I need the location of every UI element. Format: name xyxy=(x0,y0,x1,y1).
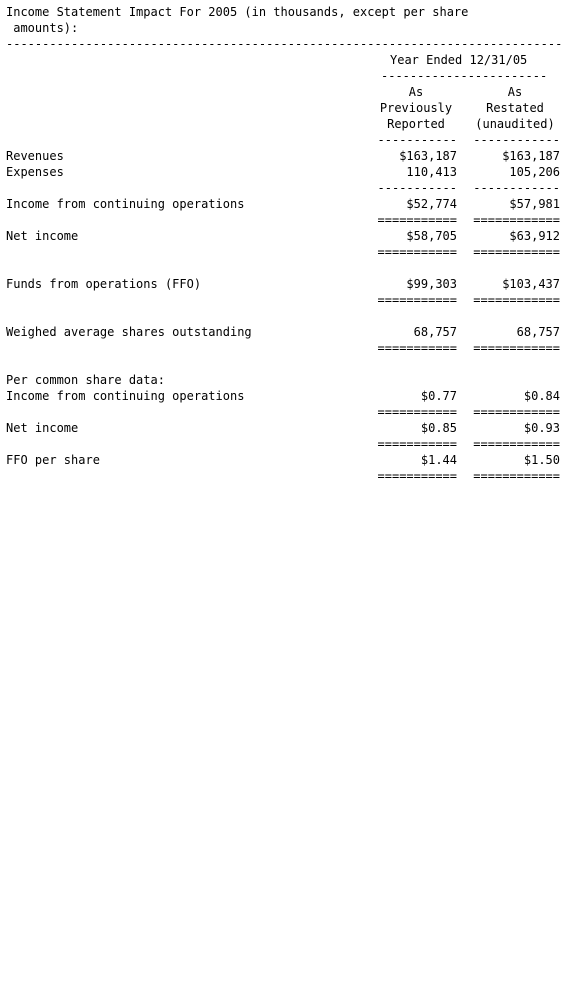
row-label-net-income: Net income xyxy=(6,229,79,243)
ps-net-income-double-rule-2: ============ xyxy=(473,437,560,451)
title-line-1: Income Statement Impact For 2005 (in thousands, except per share xyxy=(6,5,469,19)
row-label-revenues: Revenues xyxy=(6,149,64,163)
period-header: Year Ended 12/31/05 xyxy=(390,53,528,67)
row-value-revenues-restated: $163,187 xyxy=(502,149,560,163)
row-value-ps-income-continuing-restated: $0.84 xyxy=(523,389,560,403)
col2-header-line2: Restated xyxy=(486,101,544,115)
expenses-rule-2: ------------ xyxy=(473,181,560,195)
row-value-weighted-shares-reported: 68,757 xyxy=(413,325,457,339)
ffo-double-rule-2: ============ xyxy=(473,293,560,307)
ffo-per-share-double-rule-2: ============ xyxy=(473,469,560,483)
row-label-income-continuing: Income from continuing operations xyxy=(6,197,245,211)
title-line-2: amounts): xyxy=(6,21,79,35)
income-continuing-double-rule-2: ============ xyxy=(473,213,560,227)
row-value-ffo-per-share-reported: $1.44 xyxy=(420,453,457,467)
row-label-weighted-shares: Weighed average shares outstanding xyxy=(6,325,252,339)
row-value-ps-income-continuing-reported: $0.77 xyxy=(420,389,457,403)
expenses-rule-1: ----------- xyxy=(377,181,457,195)
row-value-ps-net-income-reported: $0.85 xyxy=(420,421,457,435)
row-label-ffo: Funds from operations (FFO) xyxy=(6,277,202,291)
row-label-expenses: Expenses xyxy=(6,165,64,179)
row-value-ffo-reported: $99,303 xyxy=(406,277,457,291)
net-income-double-rule-1: =========== xyxy=(377,245,457,259)
net-income-double-rule-2: ============ xyxy=(473,245,560,259)
row-label-ps-income-continuing: Income from continuing operations xyxy=(6,389,245,403)
ffo-double-rule-1: =========== xyxy=(377,293,457,307)
col2-header-rule: ------------ xyxy=(473,133,560,147)
row-value-income-continuing-reported: $52,774 xyxy=(406,197,457,211)
col1-header-rule: ----------- xyxy=(377,133,457,147)
row-label-ps-net-income: Net income xyxy=(6,421,79,435)
title-divider: ----------------------------------------------------------------------------- xyxy=(6,37,563,51)
col1-header-line1: As xyxy=(408,85,424,99)
row-value-net-income-restated: $63,912 xyxy=(509,229,560,243)
col1-header-line2: Previously xyxy=(379,101,453,115)
row-value-ffo-restated: $103,437 xyxy=(502,277,560,291)
period-underline: ----------------------- xyxy=(381,69,548,83)
shares-double-rule-2: ============ xyxy=(473,341,560,355)
row-value-expenses-restated: 105,206 xyxy=(509,165,560,179)
col1-header-line3: Reported xyxy=(387,117,445,131)
ps-income-continuing-double-rule-2: ============ xyxy=(473,405,560,419)
col2-header-line1: As xyxy=(507,85,523,99)
row-value-net-income-reported: $58,705 xyxy=(406,229,457,243)
row-value-expenses-reported: 110,413 xyxy=(406,165,457,179)
ps-income-continuing-double-rule-1: =========== xyxy=(377,405,457,419)
income-continuing-double-rule-1: =========== xyxy=(377,213,457,227)
row-value-weighted-shares-restated: 68,757 xyxy=(516,325,560,339)
row-value-revenues-reported: $163,187 xyxy=(399,149,457,163)
ps-net-income-double-rule-1: =========== xyxy=(377,437,457,451)
row-label-ffo-per-share: FFO per share xyxy=(6,453,100,467)
section-label-per-share: Per common share data: xyxy=(6,373,165,387)
ffo-per-share-double-rule-1: =========== xyxy=(377,469,457,483)
row-value-ps-net-income-restated: $0.93 xyxy=(523,421,560,435)
col2-header-line3: (unaudited) xyxy=(475,117,555,131)
row-value-ffo-per-share-restated: $1.50 xyxy=(523,453,560,467)
shares-double-rule-1: =========== xyxy=(377,341,457,355)
row-value-income-continuing-restated: $57,981 xyxy=(509,197,560,211)
